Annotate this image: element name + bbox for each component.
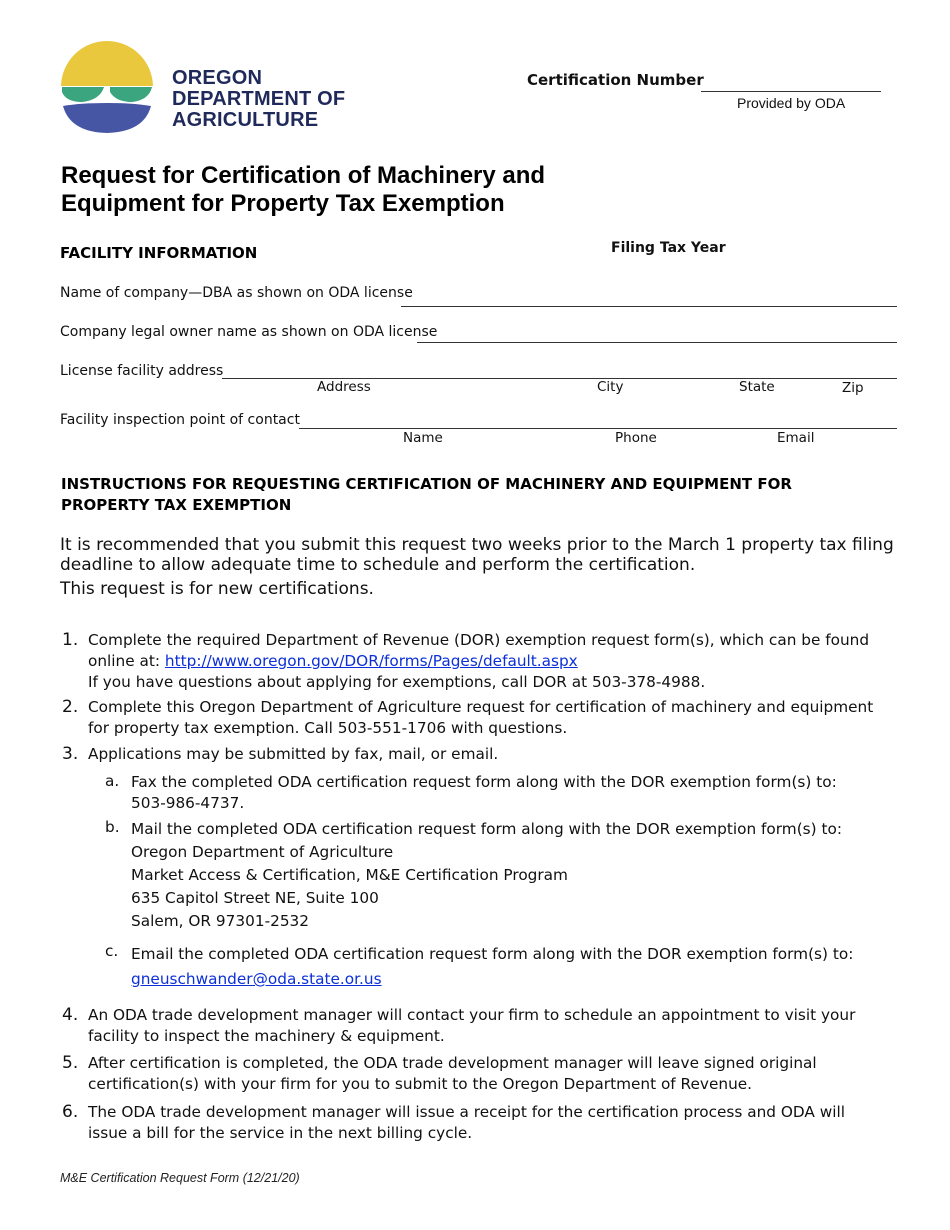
logo-line-3: AGRICULTURE [172, 109, 319, 131]
mailing-address-line: Oregon Department of Agriculture [131, 843, 394, 861]
title-line-2: Equipment for Property Tax Exemption [61, 190, 505, 217]
logo-line-1: OREGON [172, 67, 263, 89]
contact-label: Facility inspection point of contact [60, 412, 300, 428]
instructions-heading-line-1: INSTRUCTIONS FOR REQUESTING CERTIFICATION OF MACHINERY AND EQUIPMENT FOR [61, 475, 792, 493]
item-1-number: 1. [62, 630, 79, 650]
item-6-number: 6. [62, 1102, 79, 1122]
item-6-text [88, 1102, 888, 1144]
filing-tax-year-label: Filing Tax Year [611, 240, 726, 256]
zip-sublabel: Zip [842, 380, 864, 396]
logo-wordmark [172, 68, 345, 131]
item-4-line-1: An ODA trade development manager will contact your firm to schedule an appointment to visit your [88, 1006, 856, 1024]
email-link[interactable]: gneuschwander@oda.state.or.us [131, 970, 382, 988]
item-3c-letter: c. [105, 942, 119, 960]
certification-note: Provided by ODA [737, 95, 846, 111]
facility-address-label: License facility address [60, 363, 224, 379]
oda-logo [60, 40, 360, 135]
item-2-number: 2. [62, 697, 79, 717]
item-1-link-prefix: online at: [88, 652, 165, 670]
page-title [61, 162, 661, 218]
certification-number-field[interactable] [701, 91, 881, 92]
item-4-line-2: facility to inspect the machinery & equipment. [88, 1027, 445, 1045]
item-3a-text [131, 772, 891, 814]
contact-name-sublabel: Name [403, 430, 443, 446]
mailing-address-line: 635 Capitol Street NE, Suite 100 [131, 889, 379, 907]
item-2-line-2: for property tax exemption. Call 503-551-1706 with questions. [88, 719, 568, 737]
item-3a-letter: a. [105, 772, 120, 790]
dor-forms-link[interactable]: http://www.oregon.gov/DOR/forms/Pages/default.aspx [164, 652, 578, 670]
state-sublabel: State [739, 379, 775, 395]
item-5-text [88, 1053, 888, 1095]
instructions-heading [61, 474, 861, 516]
item-3b-text [131, 818, 891, 933]
certification-number-label: Certification Number [527, 71, 704, 89]
item-3c-text [131, 942, 891, 992]
company-name-field[interactable] [401, 306, 897, 307]
intro-paragraph [60, 535, 900, 575]
item-5-line-2: certification(s) with your firm for you to submit to the Oregon Department of Revenue. [88, 1075, 753, 1093]
mailing-address-line: Market Access & Certification, M&E Certification Program [131, 866, 568, 884]
item-6-line-2: issue a bill for the service in the next billing cycle. [88, 1124, 473, 1142]
title-line-1: Request for Certification of Machinery and [61, 162, 546, 189]
item-2-line-1: Complete this Oregon Department of Agriculture request for certification of machinery and equipment [88, 698, 874, 716]
city-sublabel: City [597, 379, 624, 395]
mailing-address-line: Salem, OR 97301-2532 [131, 912, 310, 930]
contact-field[interactable] [299, 428, 897, 429]
contact-phone-sublabel: Phone [615, 430, 657, 446]
item-5-line-1: After certification is completed, the ODA trade development manager will leave signed original [88, 1054, 817, 1072]
item-3b-line-1: Mail the completed ODA certification request form along with the DOR exemption form(s) to: [131, 820, 842, 838]
item-6-line-1: The ODA trade development manager will issue a receipt for the certification process and ODA will [88, 1103, 845, 1121]
instructions-heading-line-2: PROPERTY TAX EXEMPTION [61, 496, 292, 514]
item-3a-line-1: Fax the completed ODA certification request form along with the DOR exemption form(s) to: [131, 773, 837, 791]
address-sublabel: Address [317, 379, 371, 395]
item-4-number: 4. [62, 1005, 79, 1025]
fax-number: 503-986-4737. [131, 794, 245, 812]
intro-note: This request is for new certifications. [60, 579, 374, 599]
item-1-line-3: If you have questions about applying for exemptions, call DOR at 503-378-4988. [88, 673, 706, 691]
item-3-number: 3. [62, 744, 79, 764]
form-footer: M&E Certification Request Form (12/21/20) [60, 1171, 300, 1185]
item-3c-line-1: Email the completed ODA certification request form along with the DOR exemption form(s) to: [131, 945, 854, 963]
intro-line-2: deadline to allow adequate time to schedule and perform the certification. [60, 555, 696, 575]
oda-logo-icon [60, 40, 160, 135]
owner-name-field[interactable] [417, 342, 897, 343]
item-5-number: 5. [62, 1053, 79, 1073]
item-4-text [88, 1005, 888, 1047]
contact-email-sublabel: Email [777, 430, 815, 446]
logo-line-2: DEPARTMENT OF [172, 88, 346, 110]
item-1-line-2 [88, 651, 888, 672]
company-name-label: Name of company—DBA as shown on ODA license [60, 285, 413, 301]
intro-line-1: It is recommended that you submit this request two weeks prior to the March 1 property tax filing [60, 535, 894, 555]
item-1-line-1: Complete the required Department of Revenue (DOR) exemption request form(s), which can be found [88, 631, 870, 649]
facility-heading: FACILITY INFORMATION [60, 244, 258, 262]
item-3b-letter: b. [105, 818, 120, 836]
owner-name-label: Company legal owner name as shown on ODA license [60, 324, 438, 340]
item-2-text [88, 697, 888, 739]
item-1-text [88, 630, 888, 693]
item-3-text: Applications may be submitted by fax, mail, or email. [88, 745, 499, 763]
